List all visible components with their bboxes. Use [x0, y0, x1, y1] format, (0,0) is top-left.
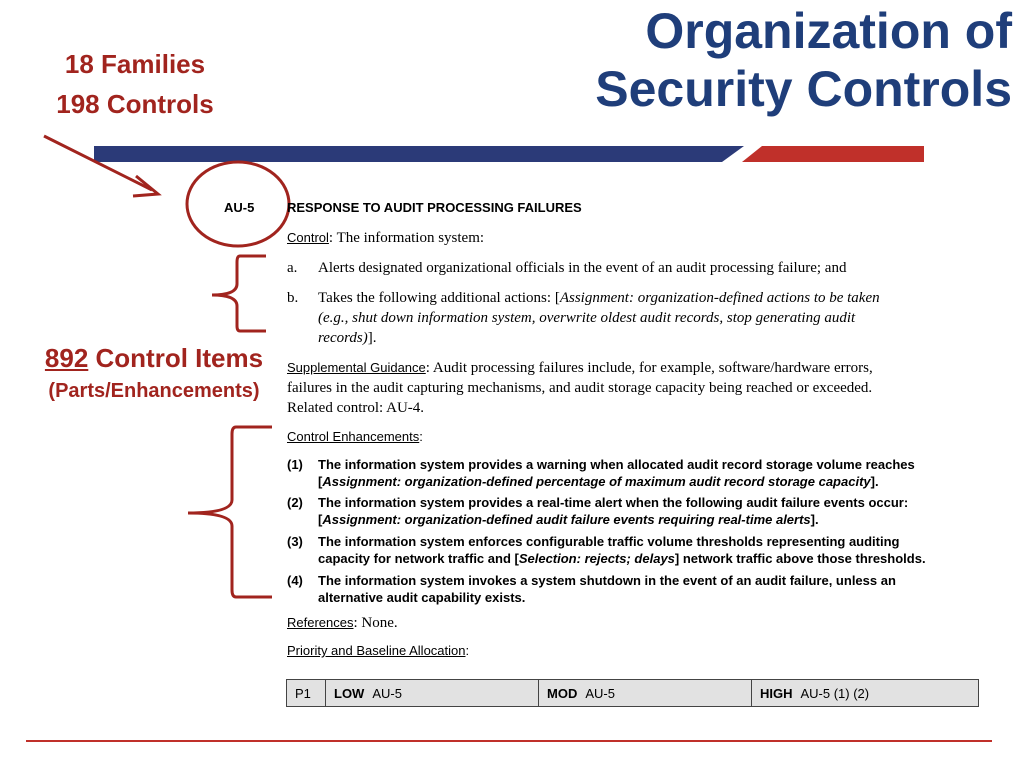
allocation-table	[286, 679, 979, 707]
enhancement-1-num: (1)	[287, 457, 303, 472]
enhancement-2-num: (2)	[287, 495, 303, 510]
enhancements-colon: :	[419, 429, 423, 444]
enhancement-3-line1: The information system enforces configurable traffic volume thresholds representing auditing	[318, 534, 900, 549]
part-a-text: Alerts designated organizational officials in the event of an audit processing failure; and	[318, 260, 847, 276]
allocation-mod	[539, 680, 752, 707]
references-label: References	[287, 615, 354, 630]
part-b-line2: (e.g., shut down information system, overwrite oldest audit records, stop generating audit	[318, 310, 856, 326]
callout-control-items	[24, 340, 284, 406]
references	[287, 613, 398, 633]
supplemental-line2: failures in the audit capturing mechanisms, and audit storage capacity being reached or exceeded.	[287, 380, 873, 396]
callout-families	[40, 44, 230, 124]
supplemental-line3: Related control: AU-4.	[287, 400, 425, 416]
supplemental-line1	[287, 358, 873, 378]
callout-items-text: Control Items	[88, 343, 264, 373]
allocation-low	[326, 680, 539, 707]
allocation-high-label: HIGH	[760, 685, 793, 701]
enhancements-label: Control Enhancements	[287, 429, 420, 444]
allocation-high-value: AU-5 (1) (2)	[800, 685, 870, 701]
supplemental-label: Supplemental Guidance	[287, 360, 426, 375]
enhancement-1-line1: The information system provides a warning when allocated audit record storage volume reaches	[318, 457, 915, 472]
footer-rule	[26, 740, 992, 742]
slide-title-line2: Security Controls	[595, 61, 1012, 117]
references-text: : None.	[353, 615, 398, 631]
enhancement-4-line2-pre: alternative audit capability exists.	[318, 590, 526, 605]
enhancement-3-line2-post: ] network traffic above those thresholds.	[674, 551, 926, 566]
brace-enhancements	[188, 427, 272, 597]
enhancement-3-text	[318, 533, 978, 567]
enhancement-4-num: (4)	[287, 573, 303, 588]
enhancement-3-line2-pre: capacity for network traffic and [	[318, 551, 519, 566]
enhancement-2-line2-post: ].	[810, 512, 819, 527]
enhancement-2-line1: The information system provides a real-time alert when the following audit failure events occur:	[318, 495, 909, 510]
enhancement-2-text	[318, 494, 978, 528]
header-band-red	[742, 146, 924, 162]
allocation-mod-label: MOD	[547, 685, 578, 701]
control-text: : The information system:	[328, 230, 485, 246]
part-b-line3-end: ].	[367, 330, 377, 346]
allocation-high	[752, 680, 979, 707]
part-a-mark: a.	[287, 260, 298, 276]
slide-title-line1: Organization of	[645, 3, 1012, 59]
enhancement-1-line2-pre: [	[318, 474, 323, 489]
allocation-mod-value: AU-5	[585, 685, 615, 701]
supplemental-text1: : Audit processing failures include, for example, software/hardware errors,	[425, 360, 873, 376]
enhancement-3-num: (3)	[287, 534, 303, 549]
enhancement-4-text	[318, 572, 978, 606]
allocation-low-label: LOW	[334, 685, 365, 701]
brace-parts	[212, 256, 266, 331]
enhancement-1-text	[318, 456, 978, 490]
enhancement-2-line2-italic: Assignment: organization-defined audit failure events requiring real-time alerts	[322, 512, 811, 527]
control-statement	[287, 228, 484, 248]
control-title: RESPONSE TO AUDIT PROCESSING FAILURES	[287, 200, 582, 215]
allocation-low-value: AU-5	[372, 685, 402, 701]
callout-items-number: 892	[44, 343, 89, 373]
enhancements-heading	[287, 427, 423, 447]
part-b-mark: b.	[287, 290, 299, 306]
part-b-line1	[318, 288, 880, 308]
callout-controls-count: 198 Controls	[56, 89, 214, 119]
callout-items-sub: (Parts/Enhancements)	[48, 380, 260, 402]
priority-heading	[287, 641, 469, 661]
priority-label: Priority and Baseline Allocation	[287, 643, 466, 658]
priority-colon: :	[465, 643, 470, 658]
callout-arrow-line	[44, 136, 152, 190]
control-label: Control	[287, 230, 329, 245]
enhancement-1-line2-italic: Assignment: organization-defined percentage of maximum audit record storage capacity	[322, 474, 871, 489]
allocation-row	[287, 680, 979, 707]
part-b-text-italic: Assignment: organization-defined actions to be taken	[559, 290, 880, 306]
callout-families-count: 18 Families	[64, 49, 206, 79]
part-b-text-pre: Takes the following additional actions: [	[318, 290, 560, 306]
allocation-priority: P1	[287, 680, 326, 707]
enhancement-1-line2-post: ].	[870, 474, 879, 489]
control-id: AU-5	[224, 200, 255, 215]
part-b-line3-italic: records)	[318, 330, 368, 346]
part-b-line3	[318, 328, 376, 348]
enhancement-3-line2-italic: Selection: rejects; delays	[518, 551, 675, 566]
header-band-blue	[94, 146, 744, 162]
enhancement-4-line1: The information system invokes a system shutdown in the event of an audit failure, unless an	[318, 573, 896, 588]
enhancement-2-line2-pre: [	[318, 512, 323, 527]
